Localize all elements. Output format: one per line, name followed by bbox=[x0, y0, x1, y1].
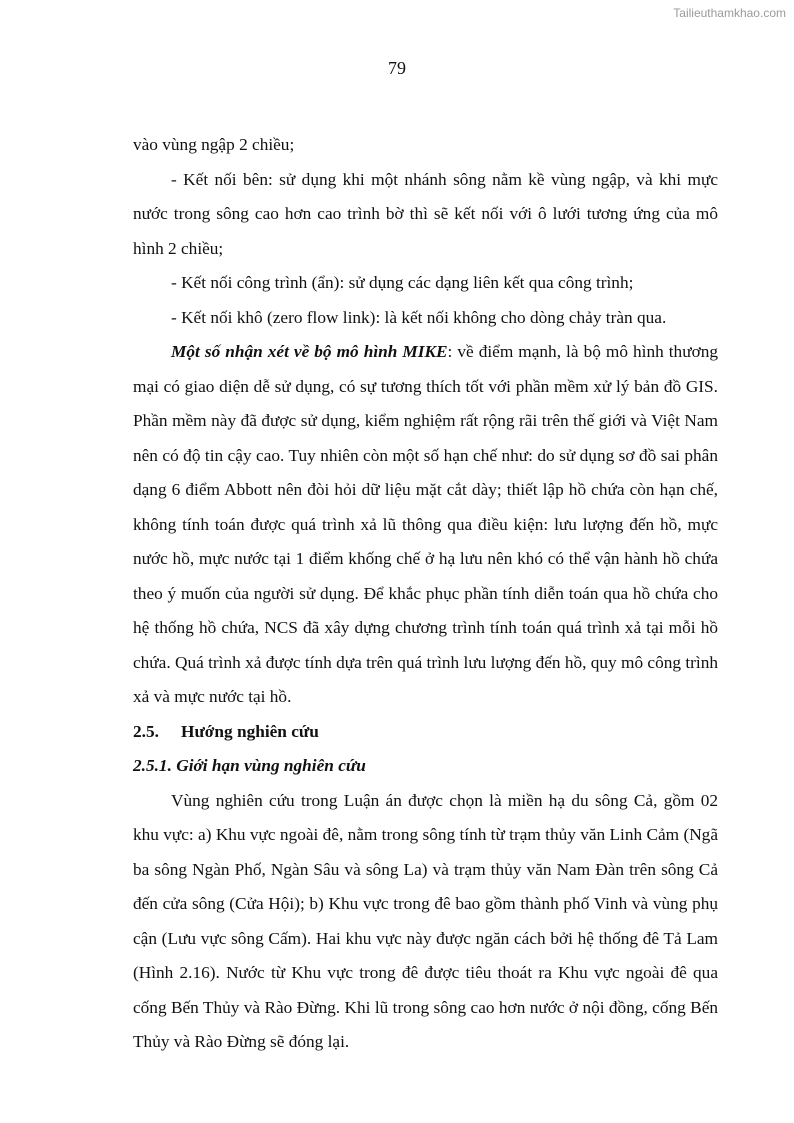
paragraph: vào vùng ngập 2 chiều; bbox=[133, 135, 295, 154]
section-title: Hướng nghiên cứu bbox=[181, 721, 319, 741]
paragraph: Vùng nghiên cứu trong Luận án được chọn là miền hạ du sông Cả, gồm 02 khu vực: a) Khu vực ngoài đê, nằm trong sông tính từ trạm thủy văn Linh Cảm (Ngã ba sông Ngàn Phố, Ngàn Sâu và sông La) và trạm thủy văn Nam Đàn trên sông Cả đến cửa sông (Cửa Hội); b) Khu vực trong đê bao gồm thành phố Vinh và vùng phụ cận (Lưu vực sông Cấm). Hai khu vực này được ngăn cách bởi hệ thống đê Tả Lam (Hình 2.16). Nước từ Khu vực trong đê được tiêu thoát ra Khu vực ngoài đê qua cống Bến Thủy và Rào Đừng. Khi lũ trong sông cao hơn nước ở nội đồng, cống Bến Thủy và Rào Đừng sẽ đóng lại. bbox=[133, 790, 718, 1051]
section-number: 2.5. bbox=[133, 721, 159, 741]
subsection-heading bbox=[133, 749, 718, 784]
section-heading bbox=[133, 715, 718, 750]
paragraph bbox=[133, 335, 718, 715]
page-number: 79 bbox=[388, 58, 406, 78]
paragraph: - Kết nối bên: sử dụng khi một nhánh sông nằm kề vùng ngập, và khi mực nước trong sông cao hơn cao trình bờ thì sẽ kết nối với ô lưới tương ứng của mô hình 2 chiều; bbox=[133, 169, 718, 258]
subsection-title: Giới hạn vùng nghiên cứu bbox=[176, 756, 366, 775]
document-body bbox=[133, 128, 718, 1060]
subsection-number: 2.5.1. bbox=[133, 756, 172, 775]
paragraph-lead: Một số nhận xét về bộ mô hình MIKE bbox=[171, 342, 448, 361]
paragraph: - Kết nối khô (zero flow link): là kết nối không cho dòng chảy tràn qua. bbox=[171, 307, 667, 327]
paragraph-body: : về điểm mạnh, là bộ mô hình thương mại có giao diện dễ sử dụng, có sự tương thích tốt với phần mềm xử lý bản đồ GIS. Phần mềm này đã được sử dụng, kiểm nghiệm rất rộng rãi trên thế giới và Việt Nam nên có độ tin cậy cao. Tuy nhiên còn một số hạn chế như: do sử dụng sơ đồ sai phân dạng 6 điểm Abbott nên đòi hỏi dữ liệu mặt cắt dày; thiết lập hồ chứa còn hạn chế, không tính toán được quá trình xả lũ thông qua điều kiện: lưu lượng đến hồ, mực nước hồ, mực nước tại 1 điểm khống chế ở hạ lưu nên khó có thể vận hành hồ chứa theo ý muốn của người sử dụng. Để khắc phục phần tính diễn toán qua hồ chứa cho hệ thống hồ chứa, NCS đã xây dựng chương trình tính toán quá trình xả tại mỗi hồ chứa. Quá trình xả được tính dựa trên quá trình lưu lượng đến hồ, quy mô công trình xả và mực nước tại hồ. bbox=[133, 342, 718, 706]
paragraph: - Kết nối công trình (ẩn): sử dụng các dạng liên kết qua công trình; bbox=[171, 273, 634, 292]
watermark: Tailieuthamkhao.com bbox=[673, 6, 786, 20]
